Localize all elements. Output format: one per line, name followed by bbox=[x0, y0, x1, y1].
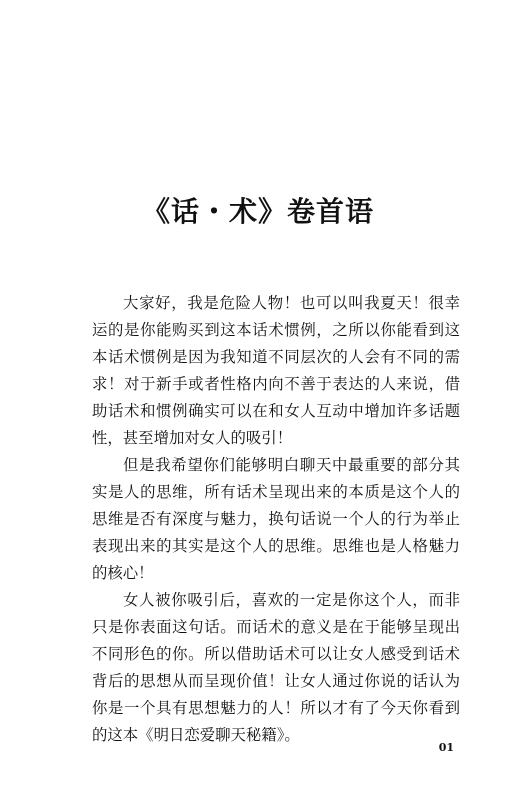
body-text bbox=[92, 290, 460, 749]
paragraph-2: 但是我希望你们能够明白聊天中最重要的部分其实是人的思维，所有话术呈现出来的本质是这个人的思维是否有深度与魅力，换句话说一个人的行为举止表现出来的其实是这个人的思维。思维也是人格魅力的核心！ bbox=[92, 456, 460, 582]
paragraph-1: 大家好，我是危险人物！也可以叫我夏天！很幸运的是你能购买到这本话术惯例，之所以你能看到这本话术惯例是因为我知道不同层次的人会有不同的需求！对于新手或者性格内向不善于表达的人来说，借助话术和惯例确实可以在和女人互动中增加许多话题性，甚至增加对女人的吸引！ bbox=[92, 294, 460, 447]
page-title: 《话・术》卷首语 bbox=[141, 195, 374, 228]
paragraph-3: 女人被你吸引后，喜欢的一定是你这个人，而非只是你表面这句话。而话术的意义是在于能够呈现出不同形色的你。所以借助话术可以让女人感受到话术背后的思想从而呈现价值！让女人通过你说的话认为你是一个具有思想魅力的人！所以才有了今天你看到的这本《明日恋爱聊天秘籍》。 bbox=[92, 591, 460, 744]
page-number: 01 bbox=[438, 741, 454, 754]
